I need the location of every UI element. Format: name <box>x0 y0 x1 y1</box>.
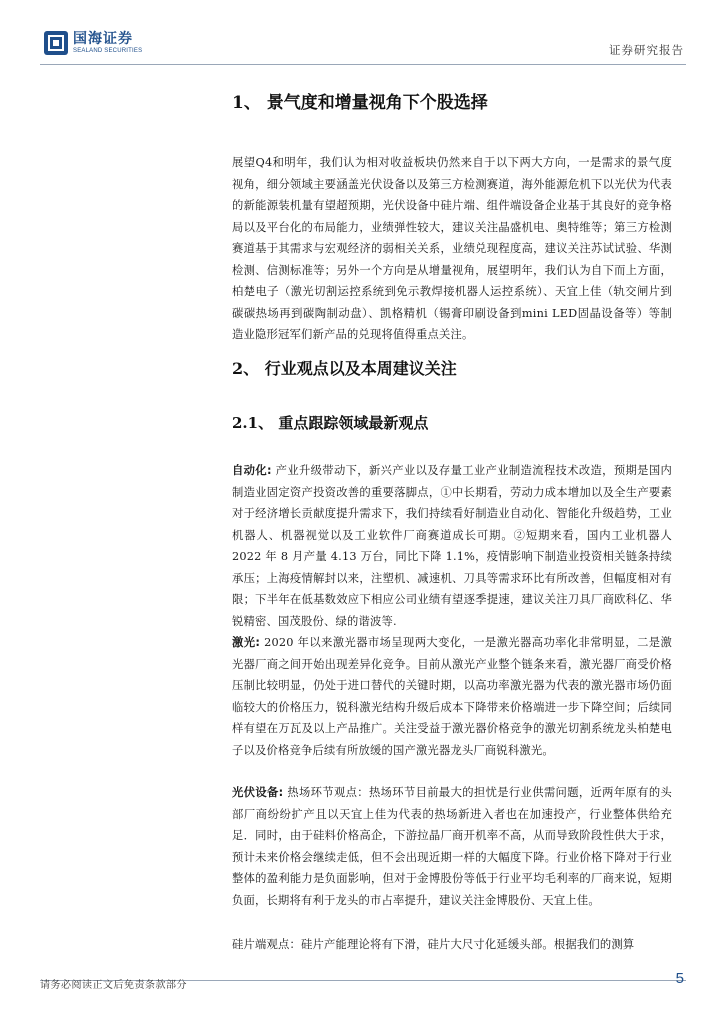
automation-lead: 自动化: <box>232 464 272 477</box>
section-2-title: 2、 行业观点以及本周建议关注 <box>232 359 457 378</box>
pv-equipment-body: 热场环节观点：热场环节目前最大的担忧是行业供需问题，近两年原有的头部厂商纷纷扩产且以天宜上佳为代表的热场新进入者也在加速投产，行业整体供给充足．同时，由于硅料价格高企，下游拉晶厂商开机率不高，从而导致阶段性供大于求，预计未来价格会继续走低，但不会出现近期一样的大幅度下降。行业价格下降对于行业整体的盈利能力是负面影响，但对于金博股份等低于行业平均毛利率的厂商来说，短期负面，长期将有利于龙头的市占率提升，建议关注金博股份、天宜上佳。 <box>232 786 672 907</box>
logo-mark-icon <box>44 31 68 55</box>
laser-paragraph <box>232 632 672 761</box>
automation-paragraph <box>232 460 672 632</box>
page-header <box>40 28 686 65</box>
logo-english-name: SEALAND SECURITIES <box>73 48 143 54</box>
laser-lead: 激光: <box>232 636 261 649</box>
report-type: 证券研究报告 <box>609 43 684 57</box>
section-2-1-title: 2.1、 重点跟踪领域最新观点 <box>232 414 429 432</box>
pv-equipment-paragraph <box>232 782 672 911</box>
section-1-title: 1、 景气度和增量视角下个股选择 <box>232 93 488 113</box>
laser-body: 2020 年以来激光器市场呈现两大变化，一是激光器高功率化非常明显，二是激光器厂商之间开始出现差异化竞争。目前从激光产业整个链条来看，激光器厂商受价格压制比较明显，仍处于进口替代的关键时期，以高功率激光器为代表的激光器市场仍面临较大的价格压力，锐科激光结构升级后成本下降带来价格端进一步下降空间；后续同样有望在万瓦及以上产品推广。关注受益于激光器价格竞争的激光切割系统龙头柏楚电子以及价格竞争后续有所放缓的国产激光器龙头厂商锐科激光。 <box>232 636 672 757</box>
wafer-paragraph: 硅片端观点：硅片产能理论将有下滑，硅片大尺寸化延缓头部。根据我们的测算 <box>232 938 635 951</box>
company-logo <box>44 31 142 55</box>
section-1-body: 展望Q4和明年，我们认为相对收益板块仍然来自于以下两大方向，一是需求的景气度视角，细分领域主要涵盖光伏设备以及第三方检测赛道，海外能源危机下以光伏为代表的新能源装机量有望超预期，光伏设备中硅片端、组件端设备企业基于其良好的竞争格局以及平台化的布局能力，业绩弹性较大，建议关注晶盛机电、奥特维等；第三方检测赛道基于其需求与宏观经济的弱相关关系，业绩兑现程度高，建议关注苏试试验、华测检测、信测标准等；另外一个方向是从增量视角，展望明年，我们认为自下而上方面，柏楚电子（激光切割运控系统到免示教焊接机器人运控系统）、天宜上佳（轨交闸片到碳碳热场再到碳陶制动盘）、凯格精机（锡膏印刷设备到mini LED固晶设备等）等制造业隐形冠军们新产品的兑现将值得重点关注。 <box>232 156 672 341</box>
page-number: 5 <box>675 970 684 987</box>
pv-equipment-lead: 光伏设备: <box>232 786 284 799</box>
logo-chinese-name: 国海证券 <box>73 31 133 47</box>
automation-body: 产业升级带动下，新兴产业以及存量工业产业制造流程技术改造，预期是国内制造业固定资产投资改善的重要落脚点，①中长期看，劳动力成本增加以及全生产要素对于经济增长贡献度提升需求下，我们持续看好制造业自动化、智能化升级趋势，工业机器人、机器视觉以及工业软件厂商赛道成长可期。②短期来看，国内工业机器人 2022 年 8 月产量 4.13 万台，同比下降 1.1%，疫情影响下制造业投资相关链条持续承压；上海疫情解封以来，注塑机、减速机、刀具等需求环比有所改善，但幅度相对有限；下半年在低基数效应下相应公司业绩有望逐季提速，建议关注刀具厂商欧科亿、华锐精密、国茂股份、绿的谐波等. <box>232 464 672 628</box>
footer-disclaimer: 请务必阅读正文后免责条款部分 <box>40 980 187 991</box>
